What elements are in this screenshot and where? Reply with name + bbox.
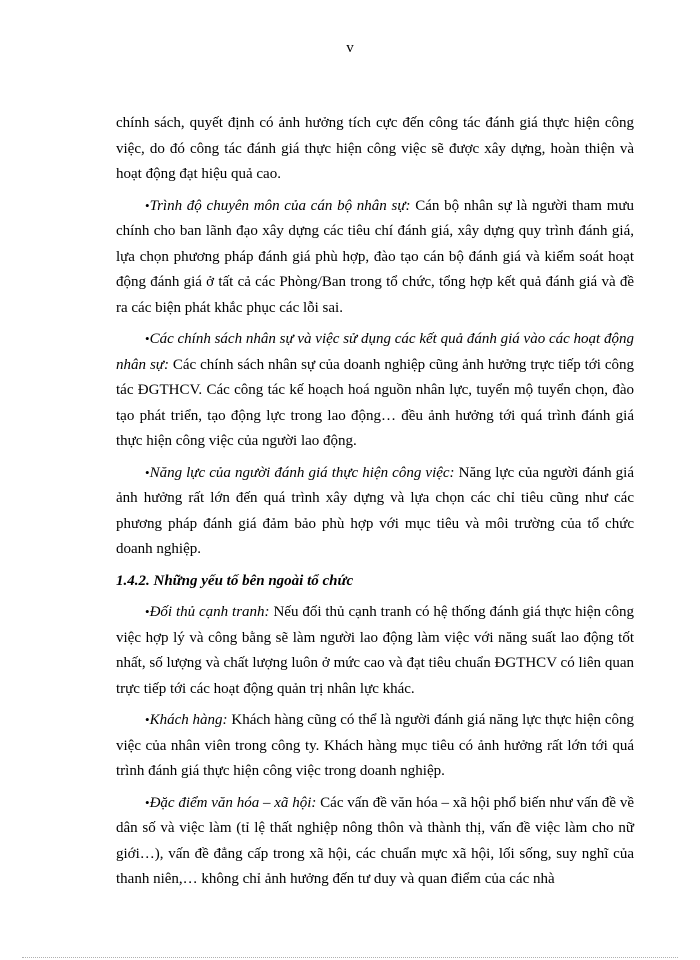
item-lead: Khách hàng:	[149, 712, 228, 728]
section-heading: 1.4.2. Những yếu tố bên ngoài tổ chức	[116, 572, 354, 589]
item-lead: Đặc điểm văn hóa – xã hội:	[149, 794, 317, 811]
page-number: v	[346, 40, 354, 56]
list-item-culture-society	[116, 790, 634, 893]
item-text: Các chính sách nhân sự của doanh nghiệp cũng ảnh hưởng trực tiếp tới công tác ĐGTHCV. Các công tác kế hoạch hoá nguồn nhân lực, tuyển mộ tuyển chọn, đào tạo phát triển, tạo động lực trong lao động… đều ảnh hưởng tới quá trình đánh giá thực hiện công việc của người lao động.	[116, 356, 634, 449]
item-lead: Trình độ chuyên môn của cán bộ nhân sự:	[149, 197, 411, 214]
bullet-icon: •	[145, 712, 150, 727]
item-text: Khách hàng cũng có thể là người đánh giá năng lực thực hiện công việc của nhân viên trong công ty. Khách hàng mục tiêu có ảnh hưởng rất lớn tới quá trình đánh giá thực hiện công việc trong doanh nghiệp.	[116, 712, 634, 779]
list-item-professional-level	[116, 193, 634, 322]
list-item-competitors	[116, 599, 634, 702]
bullet-icon: •	[145, 794, 150, 810]
item-text: Các vấn đề văn hóa – xã hội phổ biến như vấn đề về dân số và việc làm (tỉ lệ thất nghiệp nông thôn và thành thị, vấn đề việc làm cho nữ giới…), vấn đề đẳng cấp trong xã hội, các chuẩn mực xã hội, lối sống, suy nghĩ của thanh niên,… không chỉ ảnh hưởng đến tư duy và quan điểm của các nhà	[116, 794, 634, 887]
item-text: Nếu đối thủ cạnh tranh có hệ thống đánh giá thực hiện công việc hợp lý và công bằng sẽ làm người lao động làm việc với năng suất lao động tốt nhất, số lượng và chất lượng luôn ở mức cao và đạt tiêu chuẩn ĐGTHCV có liên quan trực tiếp tới các hoạt động quản trị nhân lực khác.	[116, 604, 634, 697]
list-item-customers	[116, 707, 634, 785]
item-text: Cán bộ nhân sự là người tham mưu chính cho ban lãnh đạo xây dựng các tiêu chí đánh giá, xây dựng quy trình đánh giá, lựa chọn phương pháp đánh giá phù hợp, đào tạo cán bộ đánh giá và kiểm soát hoạt động đánh giá ở tất cả các Phòng/Ban trong tổ chức, tổng hợp kết quả đánh giá và đề ra các biện phát khắc phục các lỗi sai.	[116, 197, 634, 316]
list-item-evaluator-capacity	[116, 460, 634, 563]
list-item-hr-policies	[116, 326, 634, 455]
bullet-icon: •	[145, 464, 150, 480]
bullet-icon: •	[145, 331, 150, 346]
item-lead: Các chính sách nhân sự và việc sử dụng các kết quả đánh giá vào các hoạt động nhân sự:	[116, 331, 634, 373]
item-text: Năng lực của người đánh giá ảnh hưởng rất lớn đến quá trình xây dựng và lựa chọn các chỉ tiêu cũng như các phương pháp đánh giá đảm bảo phù hợp với mục tiêu và môi trường của tổ chức doanh nghiệp.	[116, 464, 634, 557]
bullet-icon: •	[145, 604, 150, 619]
item-lead: Năng lực của người đánh giá thực hiện công việc:	[149, 464, 455, 481]
bullet-icon: •	[145, 197, 150, 213]
page-bottom-divider	[22, 957, 678, 958]
document-body	[116, 111, 634, 893]
intro-paragraph: chính sách, quyết định có ảnh hưởng tích cực đến công tác đánh giá thực hiện công việc, do đó công tác đánh giá thực hiện công việc sẽ được xây dựng, hoàn thiện và hoạt động đạt hiệu quả cao.	[116, 115, 634, 182]
item-lead: Đối thủ cạnh tranh:	[149, 604, 270, 620]
